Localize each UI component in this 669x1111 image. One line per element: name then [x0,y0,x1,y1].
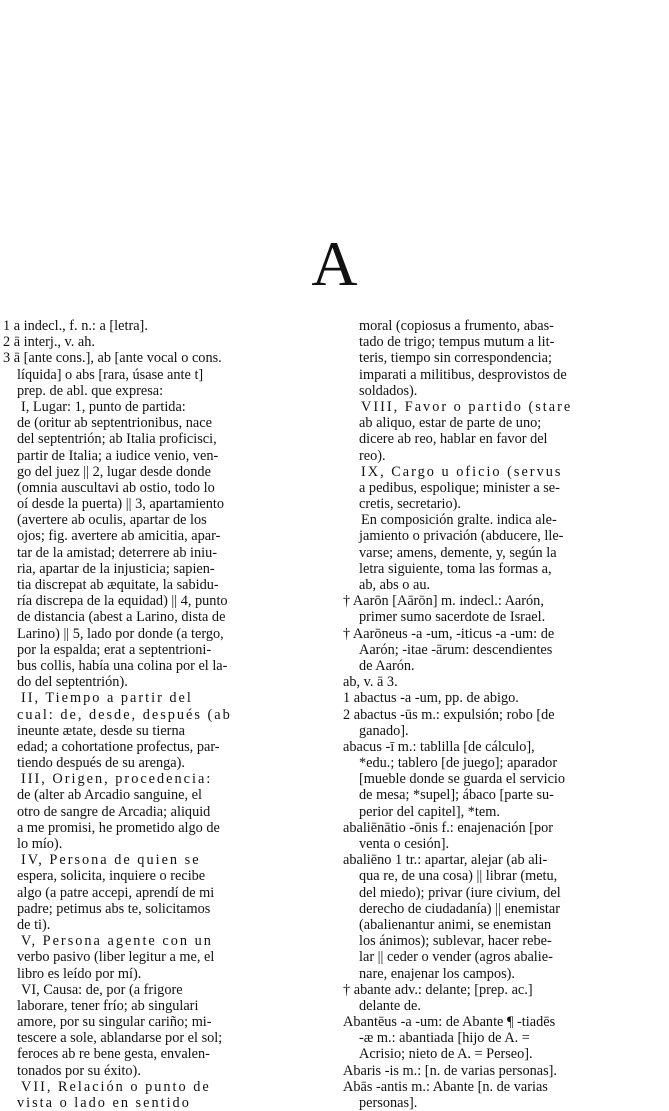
dictionary-line: venta o cesión]. [359,836,450,852]
dictionary-line: letra siguiente, toma las formas a, [359,560,552,577]
dictionary-line: padre; petimus abs te, solicitamos [17,900,211,917]
dictionary-line: II, Tiempo a partir del [21,690,193,707]
dictionary-line: de (oritur ab septentrionibus, nace [17,415,212,432]
dictionary-line: 1 abactus -a -um, pp. de abigo. [343,690,519,707]
dictionary-line: dicere ab reo, hablar en favor del [359,431,548,448]
dictionary-line: tescere a sole, ablandarse por el sol; [17,1030,223,1047]
section-letter: A [311,228,358,299]
dictionary-line: † abante adv.: delante; [prep. ac.] [343,981,533,998]
dictionary-line: moral (copiosus a frumento, abas- [359,318,554,334]
dictionary-line: verbo pasivo (liber legitur a me, el [17,949,215,966]
dictionary-line: líquida] o abs [rara, úsase ante t] [17,366,204,383]
dictionary-line: Abantēus -a -um: de Abante ¶ -tiadēs [343,1014,556,1031]
dictionary-line: *edu.; tablero [de juego]; aparador [359,755,558,772]
dictionary-line: espera, solicita, inquiere o recibe [17,868,206,885]
dictionary-line: de ti). [17,916,51,933]
dictionary-line: reo). [359,447,386,464]
dictionary-line: algo (a patre accepi, aprendí de mi [17,884,215,901]
dictionary-line: VIII, Favor o partido (stare [361,398,573,415]
dictionary-line: cretis, secretario). [359,496,462,513]
dictionary-line: VI, Causa: de, por (a frigore [21,981,183,998]
dictionary-line: lo mío). [17,836,63,852]
dictionary-line: tonados por su éxito). [17,1062,141,1079]
dictionary-line: En composición gralte. indica ale- [361,512,557,529]
dictionary-line: tiendo después de su arenga). [17,755,185,772]
dictionary-line: (avertere ab oculis, apartar de los [17,512,207,529]
left-column [3,318,326,1111]
dictionary-line: teris, tiempo sin correspondencia; [359,350,552,367]
dictionary-line: edad; a cohortatione profectus, par- [17,738,220,755]
dictionary-line: ría discrepa de la equidad) || 4, punto [17,593,228,610]
dictionary-line: libro es leído por mí). [17,965,142,982]
dictionary-line: ineunte ætate, desde su tierna [17,722,185,739]
dictionary-line: ab, abs o au. [359,577,431,593]
dictionary-line: Acrisio; nieto de A. = Perseo]. [359,1046,533,1063]
right-column [343,318,663,1111]
dictionary-line: abaliēno 1 tr.: apartar, alejar (ab ali- [343,852,548,869]
dictionary-line: los ánimos); sublevar, hacer rebe- [359,933,552,950]
dictionary-line: de distancia (abest a Larino, dista de [17,609,226,626]
dictionary-line: bus collis, había una colina por el la- [17,657,228,674]
dictionary-line: (omnia auscultavi ab ostio, todo lo [17,479,215,496]
dictionary-line: tia discrepat ab æquitate, la sabidu- [17,577,219,593]
dictionary-line: VII, Relación o punto de [21,1078,211,1095]
dictionary-line: Aarón; -itae -ārum: descendientes [359,641,553,658]
dictionary-line: [mueble donde se guarda el servicio [359,771,566,788]
dictionary-line: V, Persona agente con un [21,933,213,950]
dictionary-line: I, Lugar: 1, punto de partida: [21,398,186,415]
dictionary-line: IV, Persona de quien se [21,852,201,869]
dictionary-line: vista o lado en sentido [17,1095,191,1111]
dictionary-line: del miedo); privar (iure civium, del [359,884,561,901]
dictionary-line: otro de sangre de Arcadia; aliquid [17,803,211,820]
dictionary-line: abaliēnātio -ōnis f.: enajenación [por [343,819,553,836]
dictionary-line: a pedibus, espolique; minister a se- [359,479,560,496]
dictionary-line: 2 ā interj., v. ah. [3,334,95,351]
dictionary-line: jamiento o privación (abducere, lle- [359,528,564,545]
dictionary-line: Larino) || 5, lado por donde (a tergo, [17,625,224,642]
dictionary-line: IX, Cargo u oficio (servus [361,463,563,480]
dictionary-line: amore, por su singular cariño; mi- [17,1014,212,1031]
dictionary-line: Abaris -is m.: [n. de varias personas]. [343,1062,557,1079]
dictionary-line: Abās -antis m.: Abante [n. de varias [343,1078,548,1095]
dictionary-line: † Aarōn [Aārōn] m. indecl.: Aarón, [343,593,544,610]
dictionary-line: primer sumo sacerdote de Israel. [359,609,546,626]
dictionary-line: prep. de abl. que expresa: [17,382,164,399]
dictionary-line: varse; amens, demente, y, según la [359,544,557,561]
dictionary-line: tado de trigo; tempus mutum a lit- [359,334,555,351]
dictionary-line: tar de la amistad; deterrere ab iniu- [17,544,218,561]
dictionary-line: lar || ceder o vender (agros abalie- [359,949,553,966]
dictionary-line: oí desde la puerta) || 3, apartamiento [17,496,224,513]
dictionary-line: do del septentrión). [17,674,128,691]
dictionary-line: cual: de, desde, después (ab [17,706,232,723]
dictionary-line: III, Origen, procedencia: [21,771,213,788]
dictionary-line: -æ m.: abantiada [hijo de A. = [359,1030,530,1047]
dictionary-line: de (alter ab Arcadio sanguine, el [17,787,202,804]
dictionary-line: de mesa; *supel]; ábaco [parte su- [359,787,554,804]
dictionary-line: de Aarón. [359,657,415,674]
dictionary-line: delante de. [359,997,421,1014]
dictionary-line: partir de Italia; a iudice venio, ven- [17,447,219,464]
dictionary-line: feroces ab re bene gesta, envalen- [17,1046,210,1063]
dictionary-line: ganado]. [359,722,409,739]
dictionary-line: personas]. [359,1095,418,1111]
dictionary-line: 3 ā [ante cons.], ab [ante vocal o cons. [3,350,222,367]
dictionary-line: abacus -ī m.: tablilla [de cálculo], [343,738,535,755]
dictionary-line: ojos; fig. avertere ab amicitia, apar- [17,528,221,545]
dictionary-line: ria, apartar de la injusticia; sapien- [17,560,215,577]
dictionary-line: perior del capitel], *tem. [359,803,500,820]
dictionary-line: † Aarōneus -a -um, -iticus -a -um: de [343,625,555,642]
dictionary-line: por la espalda; erat a septentrioni- [17,641,212,658]
dictionary-line: imparati a militibus, desprovistos de [359,366,567,383]
dictionary-line: nare, enajenar los campos). [359,965,516,982]
dictionary-line: go del juez || 2, lugar desde donde [17,463,211,480]
dictionary-line: ab, v. ā 3. [343,674,398,691]
dictionary-line: 1 a indecl., f. n.: a [letra]. [3,318,148,334]
dictionary-line: qua re, de una cosa) || librar (metu, [359,868,558,885]
dictionary-line: ab aliquo, estar de parte de uno; [359,415,542,432]
dictionary-line: laborare, tener frío; ab singulari [17,997,199,1014]
dictionary-line: a me promisi, he prometido algo de [17,819,220,836]
dictionary-line: del septentrión; ab Italia proficisci, [17,431,217,448]
dictionary-line: (abalienantur animi, se enemistan [359,916,552,933]
dictionary-line: soldados). [359,382,418,399]
dictionary-line: 2 abactus -ūs m.: expulsión; robo [de [343,706,555,723]
dictionary-line: derecho de ciudadanía) || enemistar [359,900,561,917]
